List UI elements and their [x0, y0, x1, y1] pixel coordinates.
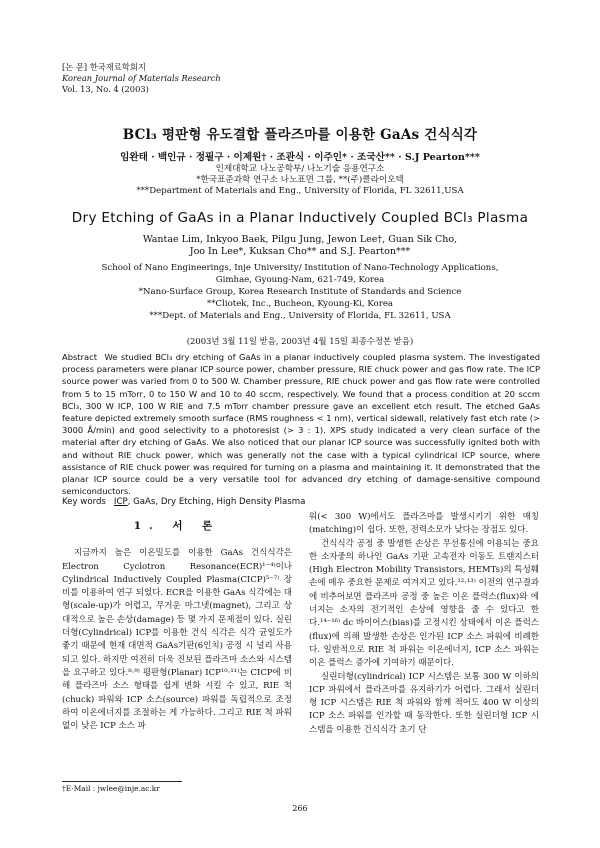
footnote-divider [62, 781, 182, 782]
body-paragraph: 워(< 300 W)에서도 플라즈마를 발생시키기 위한 매칭(matching)이 쉽다. 또한, 전력소모가 낮다는 장점도 있다. [309, 512, 539, 536]
journal-header [62, 62, 221, 95]
abstract-label: Abstract [62, 352, 98, 362]
korean-authors: 임완태 · 백인규 · 정필구 · 이제원† · 조관식 · 이주인* · 조국산** · S.J Pearton*** [120, 152, 480, 163]
english-affiliation: *Nano-Surface Group, Korea Research Institute of Standards and Science [138, 287, 462, 297]
korean-affiliation: 인제대학교 나노공학부/ 나노기술 응용연구소 [215, 164, 385, 174]
body-paragraph: 지금까지 높은 이온밀도를 이용한 GaAs 건식식각은 Electron Cyclotron Resonance(ECR)¹⁻⁴⁾이나 Cylindrical Inductively Coupled Plasma(CICP)⁵⁻⁷⁾ 장비를 이용하여 연구 되었다. ECR을 이용한 GaAs 식각에는 대형(scale-up)가 어렵고, 무거운 마그넷(magnet), 그리고 상대적으로 높은 손상(damage) 등 몇 가지 문제점이 있다. 실린더형(Cylindrical) ICP를 이용한 건식 식각은 식각 균일도가 좋기 때문에 현재 대면적 GaAs기판(6인치) 공정 시 널리 사용되고 있다. 하지만 여전히 더욱 진보된 플라즈마 소스와 시스템을 요구하고 있다.⁸·⁹⁾ 평판형(Planar) ICP¹⁰·¹¹⁾는 CICP에 비해 플라즈마 소스 형태를 쉽게 변화 시킬 수 있고, RIE 척(chuck) 파워와 ICP 소스(source) 파워를 독립적으로 조정하여 이온에너지를 조절하는 게 가능하다. 그리고 RIE 척 파워 없이 낮은 ICP 소스 파 [62, 548, 293, 732]
korean-affiliation: *한국표준과학 연구소 나노표면 그룹, **(주)클라이오텍 [196, 175, 404, 186]
korean-affiliation: ***Department of Materials and Eng., University of Florida, FL 32611,USA [136, 186, 464, 197]
body-column-right [309, 511, 539, 737]
keywords-rest: , GaAs, Dry Etching, High Density Plasma [127, 497, 306, 507]
english-affiliations [0, 262, 600, 322]
english-affiliation: School of Nano Engineerings, Inje University/ Institution of Nano-Technology Applications, [101, 263, 499, 273]
body-column-left [62, 520, 292, 733]
journal-category: [논 문] 한국재료학회지 [62, 62, 146, 72]
keywords [62, 497, 305, 507]
english-author-line: Joo In Lee*, Kuksan Cho** and S.J. Pearton*** [189, 246, 411, 258]
english-author-line: Wantae Lim, Inkyoo Baek, Pilgu Jung, Jewon Lee†, Guan Sik Cho, [142, 234, 458, 245]
page-number: 266 [292, 804, 308, 813]
korean-title: BCl₃ 평판형 유도결합 플라즈마를 이용한 GaAs 건식식각 [122, 127, 478, 143]
english-affiliation: ***Dept. of Materials and Eng., University of Florida, FL 32611, USA [149, 311, 451, 321]
received-dates: (2003년 3월 11일 받음, 2003년 4월 15일 최종수정본 받음) [186, 336, 414, 346]
english-affiliation: **Cliotek, Inc., Bucheon, Kyoung-Ki, Korea [206, 299, 394, 309]
footnote-email: †E-Mail : jwlee@inje.ac.kr [62, 784, 160, 793]
english-title: Dry Etching of GaAs in a Planar Inductively Coupled BCl₃ Plasma [71, 210, 529, 226]
abstract [62, 351, 540, 497]
keywords-label: Key words [62, 497, 106, 507]
journal-volume: Vol. 13, No. 4 (2003) [62, 84, 149, 94]
abstract-text: We studied BCl₃ dry etching of GaAs in a planar inductively coupled plasma system. The investigated process parameters were planar ICP source power, chamber pressure, RIE chuck power and gas flow rate. The ICP source power was varied from 0 to 500 W. Chamber pressure, RIE chuck power and gas flow rate were controlled from 5 to 15 mTorr, 0 to 150 W and 10 to 40 sccm, respectively. We found that a process condition at 20 sccm BCl₃, 300 W ICP, 100 W RIE and 7.5 mTorr chamber pressure gave an excellent etch result. The etched GaAs feature depicted extremely smooth surface (RMS roughness < 1 nm), vertical sidewall, relatively fast etch rate (> 3000 Å/min) and good selectivity to a photoresist (> 3 : 1). XPS study indicated a very clean surface of the material after dry etching of GaAs. We also noticed that our planar ICP source was successfully ignited both with and without RIE chuck power, which was generally not the case with a typical cylindrical ICP source, where assistance of RIE chuck power was required for turning on a plasma and maintaining it. It demonstrated that the planar ICP source could be a very versatile tool for advanced dry etching of damage-sensitive compound semiconductors. [62, 352, 540, 497]
body-paragraph: 실린더형(cylindrical) ICP 시스템은 보통 300 W 이하의 ICP 파워에서 플라즈마를 유지하기가 어렵다. 그래서 실린더형 ICP 시스템은 RIE 척 파워와 함께 적어도 400 W 이상의 ICP 소스 파워를 인가할 때 동작한다. 또한 실린더형 ICP 시스템을 이용한 건식식각 초기 단 [309, 671, 539, 735]
english-affiliation: Gimhae, Gyoung-Nam, 621-749, Korea [215, 275, 385, 285]
korean-affiliations [0, 164, 600, 198]
english-authors [0, 234, 600, 259]
journal-name-en: Korean Journal of Materials Research [62, 73, 221, 83]
section-title: 1. 서 론 [133, 520, 221, 532]
body-paragraph: 건식식각 공정 중 발생한 손상은 무선통신에 이용되는 중요한 소자중의 하나인 GaAs 기판 고속전자 이동도 트랜지스터(High Electron Mobility Transistors, HEMTs)의 특성훼손에 매우 중요한 문제로 여겨지고 있다.¹²·¹³⁾ 이전의 연구결과에 비추어보면 플라즈마 공정 중 높은 이온 플럭스(flux)와 에너지는 소자의 전기적인 손상에 영향을 줄 수 있다고 한다.¹⁴⁻¹⁶⁾ dc 바이어스(bias)를 고정시킨 상태에서 이온 플럭스(flux)에 의해 발생한 손상은 인가된 ICP 소스 파워에 비례한다. 일반적으로 RIE 척 파워는 이온에너지, ICP 소스 파워는 이온 플럭스 증가에 기여하기 때문이다. [309, 538, 539, 669]
keyword-first: ICP [113, 497, 128, 507]
